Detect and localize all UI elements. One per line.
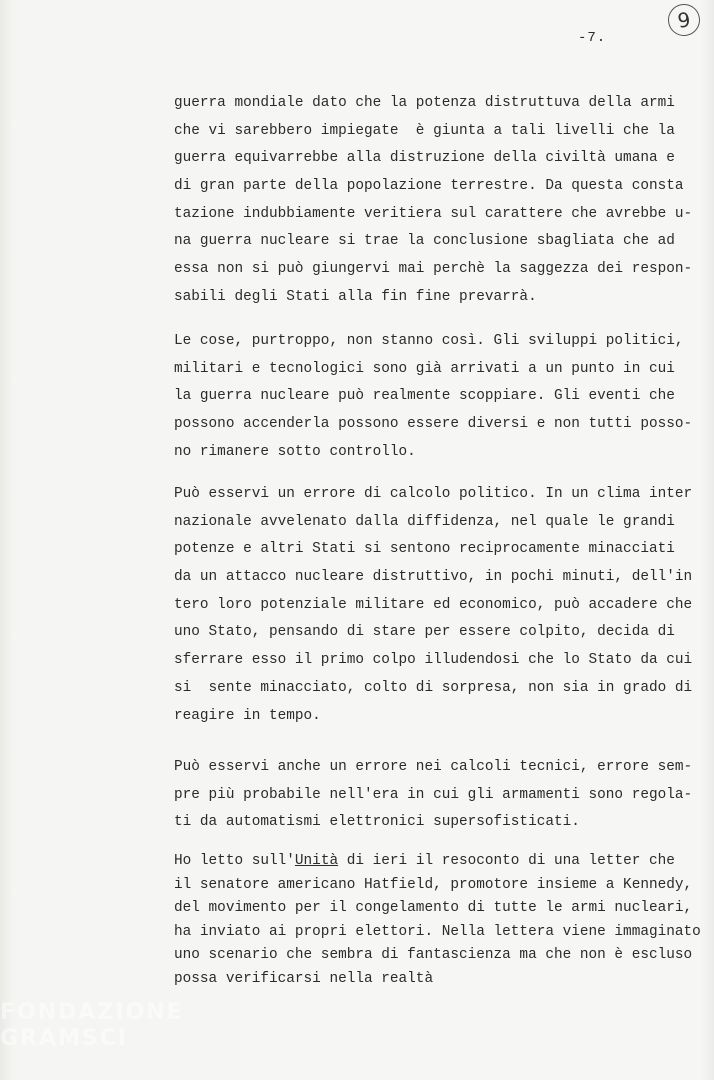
page-stamp: 9 xyxy=(666,2,702,38)
text-line: uno scenario che sembra di fantascienza ma che non è escluso xyxy=(174,947,693,963)
text-line: uno Stato, pensando di stare per essere colpito, decida di xyxy=(174,624,675,641)
text-line: ti da automatismi elettronici supersofisticati. xyxy=(174,814,580,831)
text-segment: di ieri il resoconto di una letter che xyxy=(338,853,675,869)
text-line: sabili degli Stati alla fin fine prevarrà. xyxy=(174,288,537,305)
text-line: il senatore americano Hatfield, promotore insieme a Kennedy, xyxy=(174,876,693,893)
text-line: no rimanere sotto controllo. xyxy=(174,443,416,460)
text-line: na guerra nucleare si trae la conclusione sbagliata che ad xyxy=(174,233,675,250)
text-line: pre più probabile nell'era in cui gli armamenti sono regola- xyxy=(174,786,693,803)
text-line: la guerra nucleare può realmente scoppiare. Gli eventi che xyxy=(174,388,675,405)
text-line: essa non si può giungervi mai perchè la saggezza dei respon- xyxy=(174,261,693,278)
text-line: del movimento per il congelamento di tutte le armi nucleari, xyxy=(174,900,693,916)
text-line: sferrare esso il primo colpo illudendosi che lo Stato da cui xyxy=(174,652,693,669)
page-number: -7. xyxy=(578,30,607,46)
text-line: di gran parte della popolazione terrestre. Da questa consta xyxy=(174,178,684,195)
text-line: militari e tecnologici sono già arrivati a un punto in cui xyxy=(174,360,675,377)
watermark: FONDAZIONE GRAMSCI xyxy=(0,1000,184,1051)
paragraph-4 xyxy=(174,754,694,837)
text-line: nazionale avvelenato dalla diffidenza, nel quale le grandi xyxy=(174,513,675,530)
text-line: reagire in tempo. xyxy=(174,707,321,724)
text-line: Può esservi anche un errore nei calcoli tecnici, errore sem- xyxy=(174,759,693,775)
text-line: ha inviato ai propri elettori. Nella lettera viene immaginato xyxy=(174,923,701,940)
text-line: che vi sarebbero impiegate è giunta a tali livelli che la xyxy=(174,122,675,139)
text-line: Può esservi un errore di calcolo politico. In un clima inter xyxy=(174,486,693,502)
text-line: tazione indubbiamente veritiera sul carattere che avrebbe u- xyxy=(174,205,693,222)
paragraph-2 xyxy=(174,328,694,466)
paragraph-5 xyxy=(174,850,701,991)
text-line: possono accenderla possono essere diversi e non tutti posso- xyxy=(174,416,693,433)
text-line: da un attacco nucleare distruttivo, in pochi minuti, dell'in xyxy=(174,569,693,586)
text-line: si sente minacciato, colto di sorpresa, non sia in grado di xyxy=(174,679,693,696)
text-segment: Ho letto sull' xyxy=(174,853,295,869)
paragraph-1 xyxy=(174,90,694,312)
text-line xyxy=(174,850,694,874)
text-line: potenze e altri Stati si sentono reciprocamente minacciati xyxy=(174,541,675,558)
newspaper-title: Unità xyxy=(294,853,339,869)
text-line: guerra equivarrebbe alla distruzione della civiltà umana e xyxy=(174,150,675,167)
text-line: tero loro potenziale militare ed economico, può accadere che xyxy=(174,596,693,613)
text-line: Le cose, purtroppo, non stanno così. Gli sviluppi politici, xyxy=(174,333,684,349)
paragraph-3 xyxy=(174,481,694,730)
text-line: possa verificarsi nella realtà xyxy=(174,970,434,987)
text-line: guerra mondiale dato che la potenza distruttuva della armi xyxy=(174,95,675,111)
